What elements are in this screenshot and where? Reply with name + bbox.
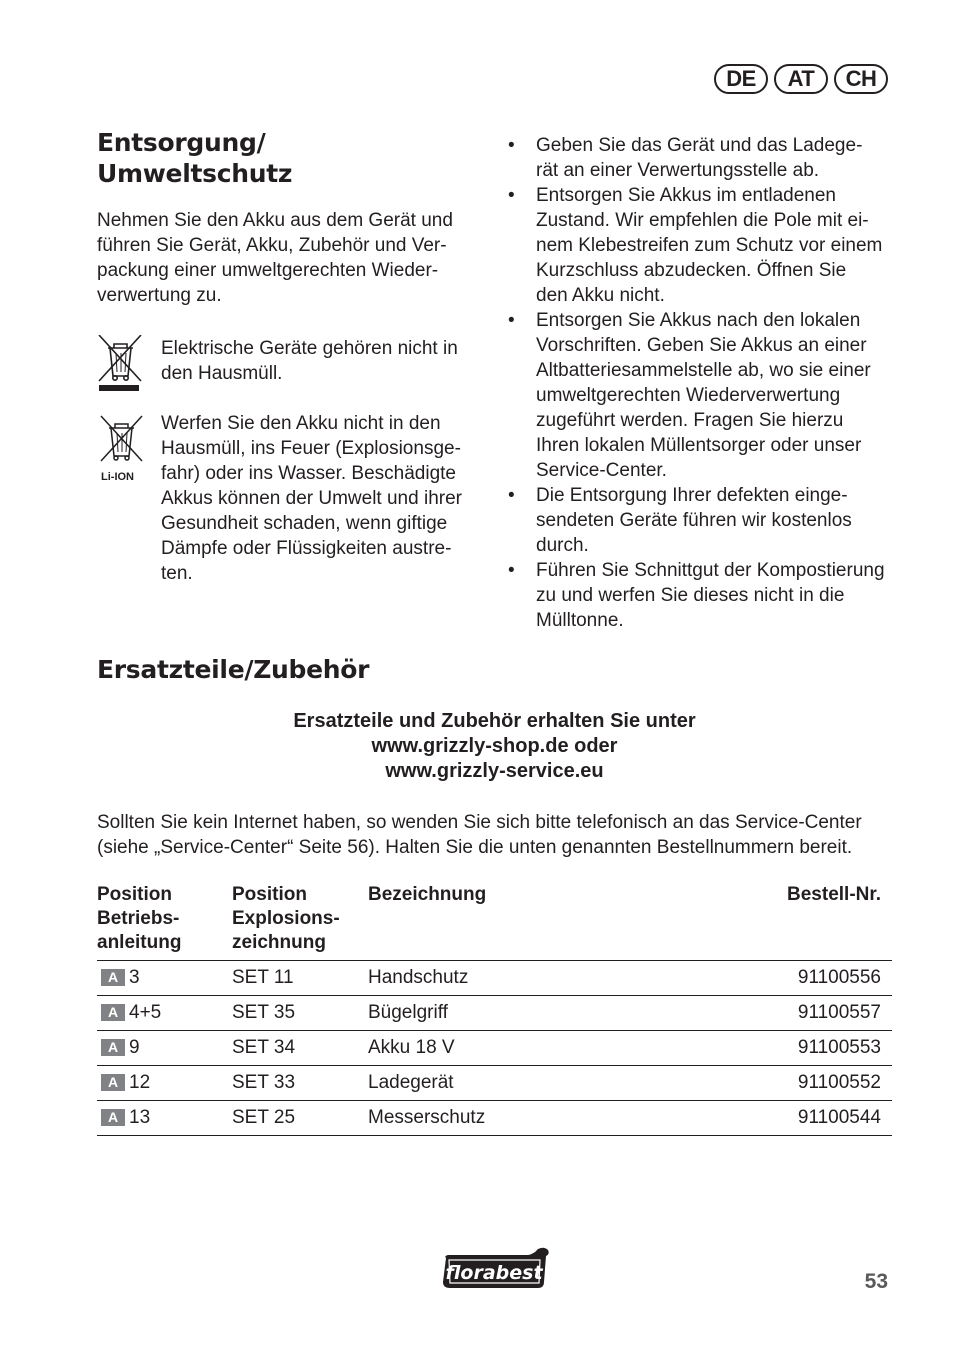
table-row: A 3 SET 11 Handschutz 91100556 xyxy=(97,961,892,996)
disposal-heading xyxy=(97,127,482,189)
list-item: • Geben Sie das Gerät und das Ladege- rät an einer Verwertungsstelle ab. xyxy=(508,133,900,183)
battery-notice: Li-ION Werfen Sie den Akku nicht in den Hausmüll, ins Feuer (Explosionsge- fahr) oder ins Wasser. Beschädigte Akkus können der Umwelt und ihrer Gesundheit schaden, wenn giftige Dämpfe oder Flüssigkeiten austre- ten. xyxy=(97,410,482,586)
parts-table xyxy=(97,882,892,1136)
header-designation: Bezeichnung xyxy=(368,882,668,961)
shop-url: www.grizzly-shop.de oder xyxy=(371,735,618,757)
table-row: A 4+5 SET 35 Bügelgriff 91100557 xyxy=(97,996,892,1031)
disposal-heading-line1: Entsorgung/ xyxy=(97,128,266,157)
weee-bin-icon xyxy=(97,335,161,398)
li-ion-battery-bin-icon xyxy=(97,410,161,586)
service-url: www.grizzly-service.eu xyxy=(385,760,604,782)
header-position-exploded-view: Position Explosions- zeichnung xyxy=(232,882,368,961)
disposal-intro: Nehmen Sie den Akku aus dem Gerät und führen Sie Gerät, Akku, Zubehör und Ver- packung einer umweltgerechten Wieder- verwertung zu. xyxy=(97,210,453,306)
parts-phone-note: Sollten Sie kein Internet haben, so wenden Sie sich bitte telefonisch an das Service-Center (siehe „Service-Center“ Seite 56). Halten Sie die unten genannten Bestellnummern bereit. xyxy=(97,812,862,858)
li-ion-label: Li-ION xyxy=(101,471,134,482)
disposal-bullet-list xyxy=(508,133,900,633)
language-badge-de: DE xyxy=(714,64,768,94)
table-row: A 12 SET 33 Ladegerät 91100552 xyxy=(97,1066,892,1101)
header-position-manual: Position Betriebs- anleitung xyxy=(97,882,232,961)
list-item: • Führen Sie Schnittgut der Kompostierung zu und werfen Sie dieses nicht in die Mülltonne. xyxy=(508,558,900,633)
logo-wordmark: florabest xyxy=(445,1262,543,1284)
table-row: A 13 SET 25 Messerschutz 91100544 xyxy=(97,1101,892,1136)
figure-ref-badge: A xyxy=(101,1039,125,1056)
language-badge-ch: CH xyxy=(834,64,888,94)
list-item: • Die Entsorgung Ihrer defekten einge- sendeten Geräte führen wir kostenlos durch. xyxy=(508,483,900,558)
figure-ref-badge: A xyxy=(101,969,125,986)
figure-ref-badge: A xyxy=(101,1004,125,1021)
list-item: • Entsorgen Sie Akkus im entladenen Zustand. Wir empfehlen die Pole mit ei- nem Klebestreifen zum Schutz vor einem Kurzschluss abzudecken. Öffnen Sie den Akku nicht. xyxy=(508,183,900,308)
parts-availability-notice: Ersatzteile und Zubehör erhalten Sie unter www.grizzly-shop.de oder www.grizzly-service.eu xyxy=(97,709,892,784)
table-row: A 9 SET 34 Akku 18 V 91100553 xyxy=(97,1031,892,1066)
language-badge-at: AT xyxy=(774,64,828,94)
page-number: 53 xyxy=(864,1270,888,1293)
figure-ref-badge: A xyxy=(101,1109,125,1126)
header-order-number: Bestell-Nr. xyxy=(668,882,892,961)
parts-heading: Ersatzteile/Zubehör xyxy=(97,655,370,684)
list-item: • Entsorgen Sie Akkus nach den lokalen Vorschriften. Geben Sie Akkus an einer Altbatteriesammelstelle ab, wo sie einer umweltgerechten Wiederverwertung zugeführt werden. Fragen Sie hierzu Ihren lokalen Müllentsorger oder unser Service-Center. xyxy=(508,308,900,483)
language-badges xyxy=(714,64,888,94)
table-header-row xyxy=(97,882,892,961)
florabest-logo xyxy=(440,1246,552,1295)
weee-notice: Elektrische Geräte gehören nicht in den Hausmüll. xyxy=(97,335,482,398)
figure-ref-badge: A xyxy=(101,1074,125,1091)
disposal-heading-line2: Umweltschutz xyxy=(97,159,293,188)
